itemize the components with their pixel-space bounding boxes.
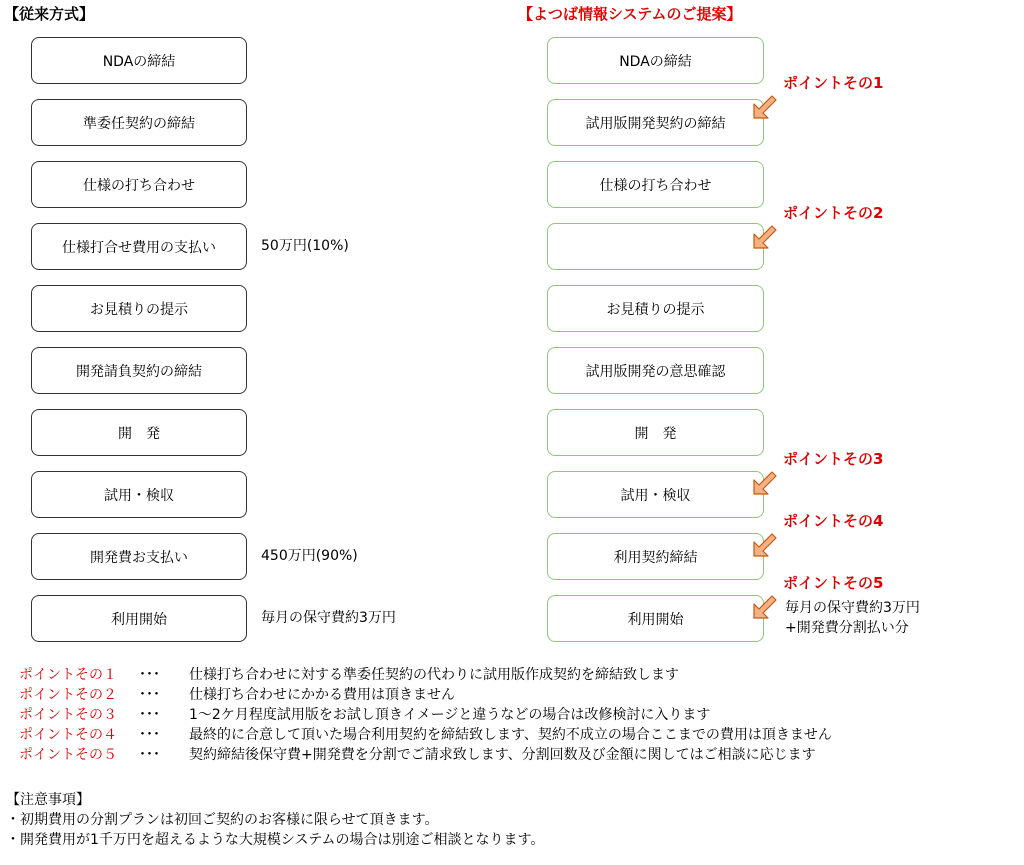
point-note-label: ポイントその１ bbox=[19, 667, 117, 683]
point-note-row bbox=[19, 665, 832, 685]
point-5-callout: ポイントその5 bbox=[783, 574, 884, 592]
point-note-label: ポイントその５ bbox=[19, 747, 117, 763]
point-2-arrow-icon bbox=[748, 220, 780, 252]
point-note-text: 仕様打ち合わせにかかる費用は頂きません bbox=[189, 687, 455, 703]
left-step-dev-payment: 開発費お支払い bbox=[31, 533, 247, 580]
point-note-label: ポイントその４ bbox=[19, 727, 117, 743]
point-notes bbox=[19, 665, 832, 765]
right-maintenance-fee-note: 毎月の保守費約3万円 bbox=[785, 600, 920, 616]
right-step-estimate: お見積りの提示 bbox=[547, 285, 764, 332]
right-step-start-use: 利用開始 bbox=[547, 595, 764, 642]
point-1-callout: ポイントその1 bbox=[783, 74, 884, 92]
maintenance-fee-note: 毎月の保守費約3万円 bbox=[261, 610, 396, 626]
left-step-estimate: お見積りの提示 bbox=[31, 285, 247, 332]
right-step-trial-acceptance: 試用・検収 bbox=[547, 471, 764, 518]
left-step-start-use: 利用開始 bbox=[31, 595, 247, 642]
left-step-development: 開 発 bbox=[31, 409, 247, 456]
right-step-empty bbox=[547, 223, 764, 270]
point-note-dots: ･･･ bbox=[139, 727, 160, 743]
right-step-trial-intent: 試用版開発の意思確認 bbox=[547, 347, 764, 394]
point-5-arrow-icon bbox=[748, 590, 780, 622]
point-1-arrow-icon bbox=[748, 90, 780, 122]
caution-line: ・開発費用が1千万円を超えるような大規模システムの場合は別途ご相談となります。 bbox=[6, 832, 545, 848]
point-note-dots: ･･･ bbox=[139, 687, 160, 703]
point-note-label: ポイントその２ bbox=[19, 687, 117, 703]
caution-section bbox=[6, 790, 544, 850]
right-step-trial-contract: 試用版開発契約の締結 bbox=[547, 99, 764, 146]
point-note-dots: ･･･ bbox=[139, 667, 160, 683]
right-step-usage-contract: 利用契約締結 bbox=[547, 533, 764, 580]
point-note-text: 1〜2ケ月程度試用版をお試し頂きイメージと違うなどの場合は改修検討に入ります bbox=[189, 707, 711, 723]
spec-fee-amount: 50万円(10%) bbox=[261, 238, 349, 254]
left-step-spec-meeting: 仕様の打ち合わせ bbox=[31, 161, 247, 208]
point-note-dots: ･･･ bbox=[139, 707, 160, 723]
right-installment-note: +開発費分割払い分 bbox=[785, 620, 909, 636]
left-step-dev-contract: 開発請負契約の締結 bbox=[31, 347, 247, 394]
caution-line: ・初期費用の分割プランは初回ご契約のお客様に限らせて頂きます。 bbox=[6, 812, 439, 828]
point-note-text: 仕様打ち合わせに対する準委任契約の代わりに試用版作成契約を締結致します bbox=[189, 667, 679, 683]
point-note-text: 契約締結後保守費+開発費を分割でご請求致します、分割回数及び金額に関してはご相談に応じます bbox=[189, 747, 816, 763]
point-note-row bbox=[19, 745, 832, 765]
traditional-method-header: 【従来方式】 bbox=[4, 5, 95, 23]
point-2-callout: ポイントその2 bbox=[783, 204, 884, 222]
point-3-arrow-icon bbox=[748, 466, 780, 498]
point-4-arrow-icon bbox=[748, 528, 780, 560]
right-step-nda: NDAの締結 bbox=[547, 37, 764, 84]
point-note-label: ポイントその３ bbox=[19, 707, 117, 723]
left-step-quasi-mandate: 準委任契約の締結 bbox=[31, 99, 247, 146]
caution-header: 【注意事項】 bbox=[6, 792, 90, 808]
point-4-callout: ポイントその4 bbox=[783, 512, 884, 530]
point-note-text: 最終的に合意して頂いた場合利用契約を締結致します、契約不成立の場合ここまでの費用は頂きません bbox=[189, 727, 832, 743]
point-note-row bbox=[19, 685, 832, 705]
dev-fee-amount: 450万円(90%) bbox=[261, 548, 358, 564]
proposal-header: 【よつば情報システムのご提案】 bbox=[518, 5, 742, 23]
point-note-dots: ･･･ bbox=[139, 747, 160, 763]
point-note-row bbox=[19, 725, 832, 745]
right-step-spec-meeting: 仕様の打ち合わせ bbox=[547, 161, 764, 208]
point-note-row bbox=[19, 705, 832, 725]
right-step-development: 開 発 bbox=[547, 409, 764, 456]
left-step-spec-fee: 仕様打合せ費用の支払い bbox=[31, 223, 247, 270]
point-3-callout: ポイントその3 bbox=[783, 450, 884, 468]
left-step-nda: NDAの締結 bbox=[31, 37, 247, 84]
left-step-trial-acceptance: 試用・検収 bbox=[31, 471, 247, 518]
